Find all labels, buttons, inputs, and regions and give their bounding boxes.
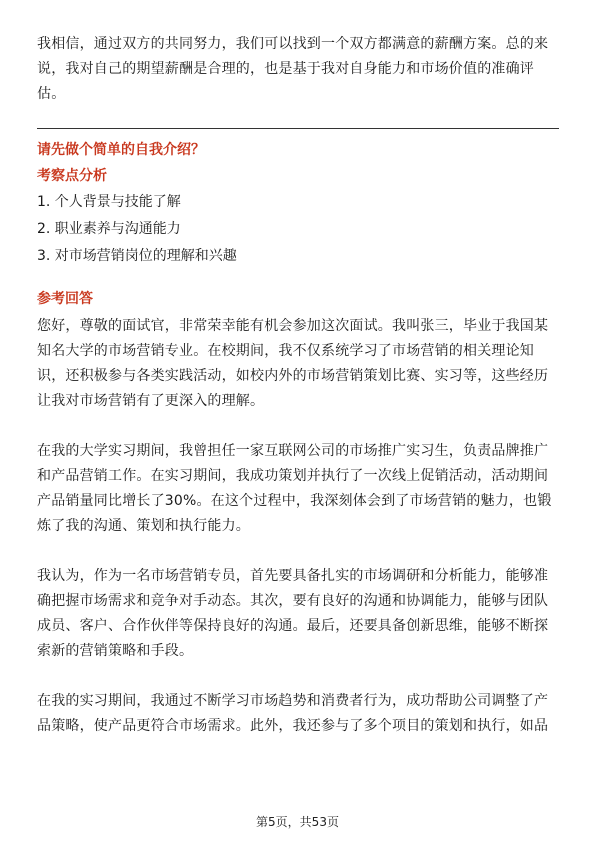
analysis-point: 2. 职业素养与沟通能力 [37, 221, 181, 237]
question-heading: 请先做个简单的自我介绍？ [37, 142, 205, 158]
analysis-points-list [37, 192, 237, 273]
intro-paragraph: 我相信，通过双方的共同努力，我们可以找到一个双方都满意的薪酬方案。总的来说，我对自己的期望薪酬是合理的，也是基于我对自身能力和市场价值的准确评估。 [37, 36, 549, 102]
answer-paragraph: 您好，尊敬的面试官，非常荣幸能有机会参加这次面试。我叫张三，毕业于我国某知名大学的市场营销专业。在校期间，我不仅系统学习了市场营销的相关理论知识，还积极参与各类实践活动，如校内外的市场营销策划比赛、实习等，这些经历让我对市场营销有了更深入的理解。 [37, 318, 549, 409]
answer-paragraph: 在我的大学实习期间，我曾担任一家互联网公司的市场推广实习生，负责品牌推广和产品营销工作。在实习期间，我成功策划并执行了一次线上促销活动，活动期间产品销量同比增长了30%。在这个过程中，我深刻体会到了市场营销的魅力，也锻炼了我的沟通、策划和执行能力。 [37, 443, 552, 534]
analysis-heading: 考察点分析 [37, 168, 107, 184]
reference-heading: 参考回答 [37, 291, 93, 307]
answer-paragraph: 我认为，作为一名市场营销专员，首先要具备扎实的市场调研和分析能力，能够准确把握市场需求和竞争对手动态。其次，要有良好的沟通和协调能力，能够与团队成员、客户、合作伙伴等保持良好的沟通。最后，还要具备创新思维，能够不断探索新的营销策略和手段。 [37, 568, 549, 659]
analysis-point: 3. 对市场营销岗位的理解和兴趣 [37, 248, 237, 264]
section-divider [37, 128, 559, 129]
answer-paragraph: 在我的实习期间，我通过不断学习市场趋势和消费者行为，成功帮助公司调整了产品策略，使产品更符合市场需求。此外，我还参与了多个项目的策划和执行，如品 [37, 693, 549, 734]
page-footer: 第5页，共53页 [256, 815, 339, 829]
analysis-point: 1. 个人背景与技能了解 [37, 194, 181, 210]
reference-answer [37, 314, 559, 764]
